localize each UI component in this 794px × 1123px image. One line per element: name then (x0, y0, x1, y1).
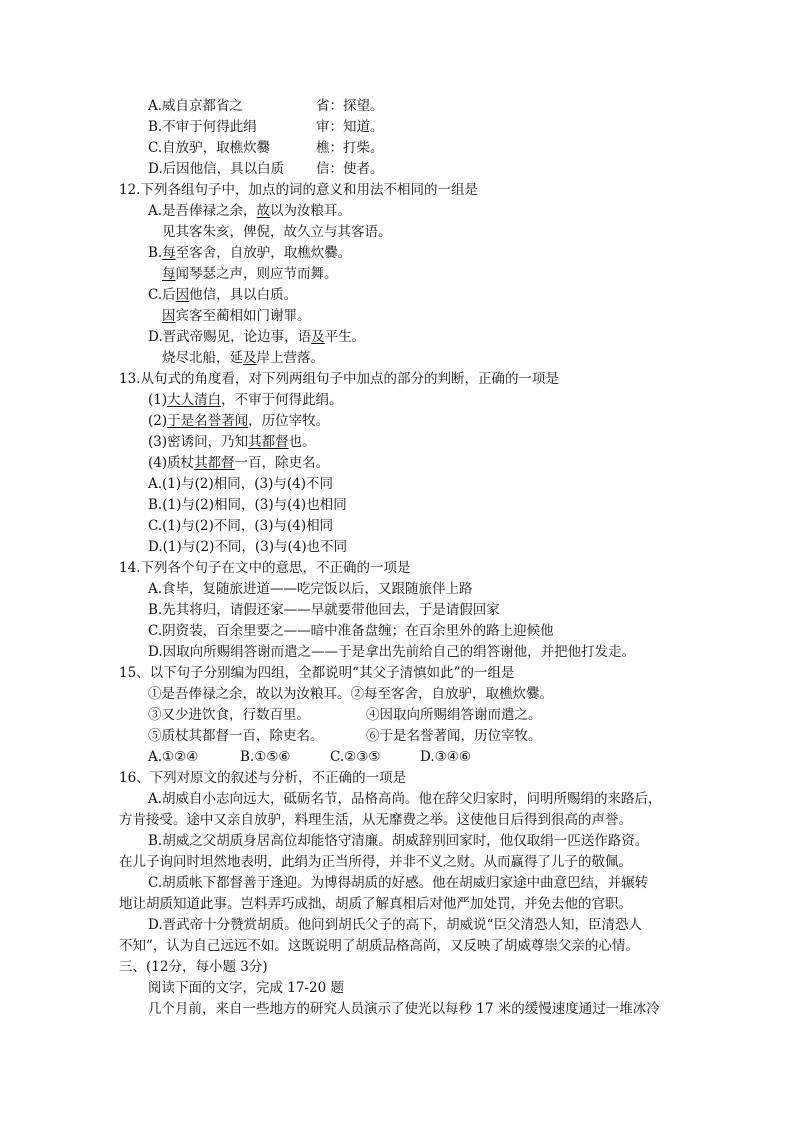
section3-passage-first-line: 几个月前，来自一些地方的研究人员演示了使光以每秒 17 米的缓慢速度通过一堆冰冷 (148, 1001, 660, 1017)
q12-option-b-line2: 每闻琴瑟之声，则应节而舞。 (162, 266, 338, 282)
q13-option-b: B.(1)与(2)相同，(3)与(4)也相同 (148, 497, 347, 513)
q15-option-b: B.①⑤⑥ (240, 749, 291, 765)
q15-option-c: C.②③⑤ (330, 749, 381, 765)
q11-option-d-gloss: 信：使者。 (316, 161, 384, 177)
q15-sentences-row1: ①是吾俸禄之余，故以为汝粮耳。②每至客舍，自放驴，取樵炊爨。 (148, 686, 553, 702)
q13-sentence-2: (2)于是名誉著闻，历位宰牧。 (148, 413, 330, 429)
q12-option-c-line1: C.后因他信，具以白质。 (148, 287, 298, 303)
q14-stem: 14.下列各个句子在文中的意思，不正确的一项是 (119, 560, 411, 576)
q12-option-a-line1: A.是吾俸禄之余，故以为汝粮耳。 (148, 203, 352, 219)
q16-stem: 16、下列对原文的叙述与分析，不正确的一项是 (119, 770, 407, 786)
section3-instruction: 阅读下面的文字，完成 17-20 题 (148, 980, 345, 996)
q15-sentence-6: ⑥于是名誉著闻，历位宰牧。 (366, 728, 542, 744)
q13-stem: 13.从句式的角度看，对下列两组句子中加点的部分的判断，正确的一项是 (119, 371, 559, 387)
q11-option-c-gloss: 樵：打柴。 (316, 140, 384, 156)
q13-option-a: A.(1)与(2)相同，(3)与(4)不同 (148, 476, 334, 492)
q11-option-b-gloss: 审：知道。 (316, 119, 384, 135)
q14-option-b: B.先其将归，请假还家——早就要带他回去，于是请假回家 (148, 602, 500, 618)
q16-option-d-line1: D.晋武帝十分赞赏胡质。他问到胡氏父子的高下，胡威说“臣父清恐人知，臣清恐人 (148, 917, 643, 933)
q12-option-d-line1: D.晋武帝赐见，论边事，语及平生。 (148, 329, 366, 345)
q13-sentence-1: (1)大人清白，不审于何得此绢。 (148, 392, 343, 408)
q14-option-a: A.食毕，复随旅进道——吃完饭以后，又跟随旅伴上路 (148, 581, 473, 597)
q16-option-d-line2: 不知”，认为自己远远不如。这既说明了胡质品格高尚，又反映了胡威尊崇父亲的心情。 (119, 938, 639, 954)
q15-option-d: D.③④⑥ (420, 749, 471, 765)
q16-option-b-line2: 在儿子询问时坦然地表明，此绢为正当所得，并非不义之财。从而赢得了儿子的敬佩。 (119, 854, 632, 870)
q11-option-a-gloss: 省：探望。 (316, 98, 384, 114)
q15-option-a: A.①②④ (148, 749, 199, 765)
q16-option-a-line1: A.胡威自小志向远大，砥砺名节，品格高尚。他在辞父归家时，问明所赐绢的来路后， (148, 791, 662, 807)
q16-option-a-line2: 方肯接受。途中又亲自放驴，料理生活，从无靡费之举。这使他日后得到很高的声誉。 (119, 812, 632, 828)
q14-option-d: D.因取向所赐绢答谢而遣之——于是拿出先前给自己的绢答谢他，并把他打发走。 (148, 644, 636, 660)
q12-option-a-line2: 见其客朱亥，俾倪，故久立与其客语。 (162, 224, 392, 240)
q15-sentence-3: ③又少进饮食，行数百里。 (148, 707, 310, 723)
q15-sentence-4: ④因取向所赐绢答谢而遣之。 (366, 707, 542, 723)
section3-title: 三、(12分，每小题 3分) (119, 959, 268, 975)
q11-option-c: C.自放驴，取樵炊爨 (148, 140, 271, 156)
q11-option-a: A.威自京都省之 (148, 98, 244, 114)
q12-option-b-line1: B.每至客舍，自放驴，取樵炊爨。 (148, 245, 352, 261)
q12-stem: 12.下列各组句子中，加点的词的意义和用法不相同的一组是 (119, 182, 478, 198)
q16-option-c-line1: C.胡质帐下都督善于逢迎。为博得胡质的好感。他在胡威归家途中曲意巴结，并辗转 (148, 875, 649, 891)
q12-option-c-line2: 因宾客至蔺相如门谢罪。 (162, 308, 311, 324)
q15-stem: 15、以下句子分别编为四组，全都说明“其父子清慎如此”的一组是 (119, 665, 515, 681)
q11-option-b: B.不审于何得此绢 (148, 119, 257, 135)
q11-option-d: D.后因他信，具以白质 (148, 161, 285, 177)
q13-sentence-3: (3)密诱问，乃知其都督也。 (148, 434, 316, 450)
q13-option-c: C.(1)与(2)不同，(3)与(4)相同 (148, 518, 334, 534)
q16-option-c-line2: 地让胡质知道此事。岂料弄巧成拙，胡质了解真相后对他严加处罚，并免去他的官职。 (119, 896, 632, 912)
q14-option-c: C.阴资装，百余里要之——暗中准备盘缠；在百余里外的路上迎候他 (148, 623, 554, 639)
q16-option-b-line1: B.胡威之父胡质身居高位却能恪守清廉。胡威辞别回家时，他仅取绢一匹送作路资。 (148, 833, 649, 849)
q13-sentence-4: (4)质杖其都督一百，除吏名。 (148, 455, 330, 471)
q12-option-d-line2: 烧尽北船，延及岸上营落。 (162, 350, 324, 366)
q13-option-d: D.(1)与(2)不同，(3)与(4)也不同 (148, 539, 348, 555)
q15-sentence-5: ⑤质杖其都督一百，除吏名。 (148, 728, 324, 744)
